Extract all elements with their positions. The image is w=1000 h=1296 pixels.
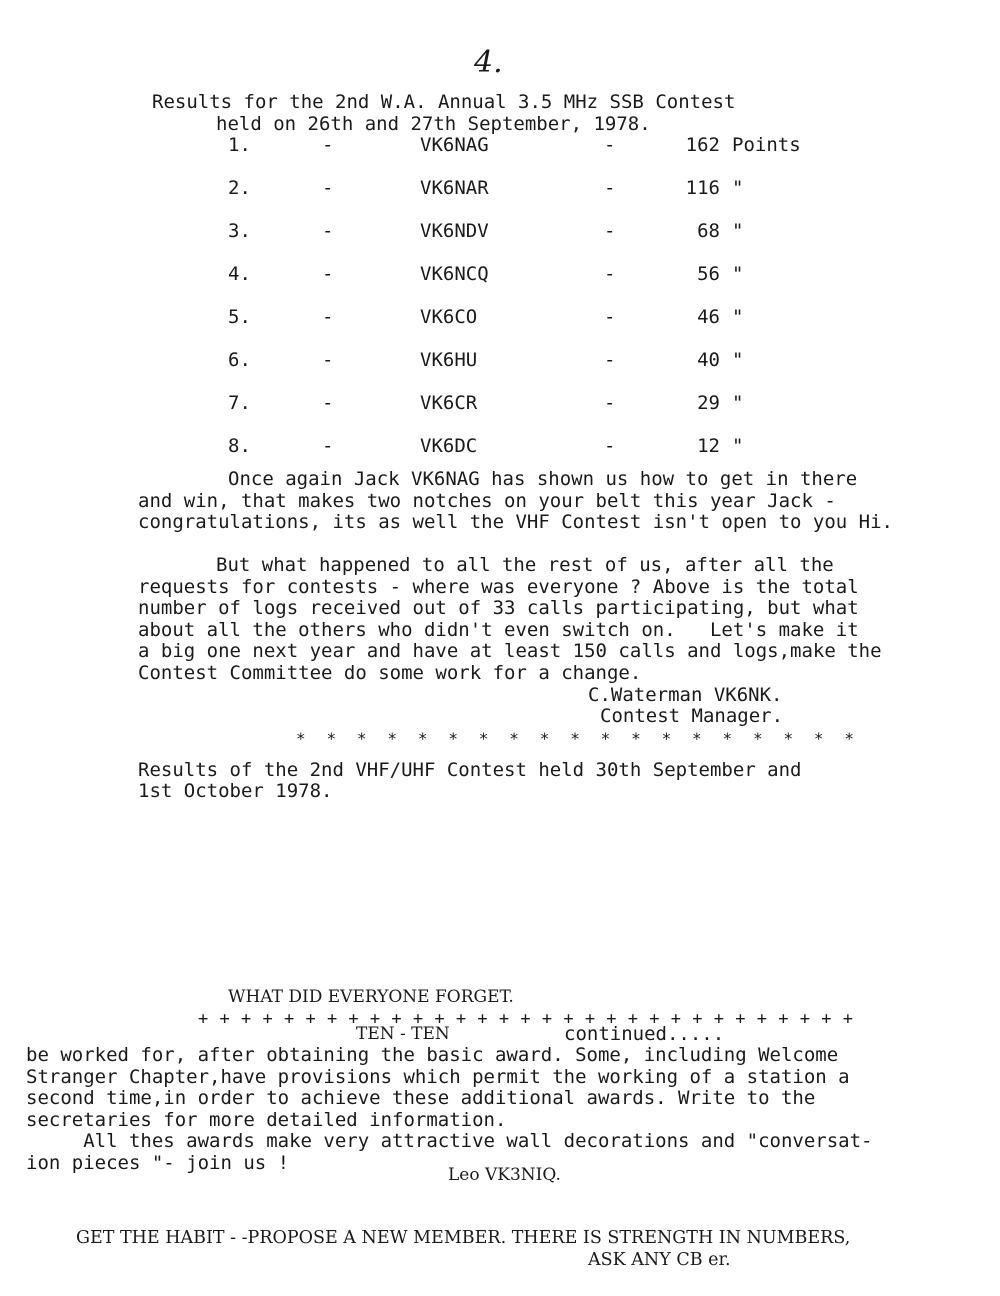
result-points: 56 xyxy=(697,263,720,285)
signature-name: C.Waterman VK6NK. xyxy=(588,684,783,706)
result-unit: Points xyxy=(732,134,801,156)
result-dash: - xyxy=(322,306,334,328)
result-dash: - xyxy=(604,177,616,199)
leo-signature: Leo VK3NIQ. xyxy=(448,1165,561,1185)
result-callsign: VK6DC xyxy=(420,435,478,457)
text-line: congratulations, its as well the VHF Contest isn't open to you Hi. xyxy=(138,511,893,533)
result-unit: " xyxy=(732,306,744,328)
text-line: about all the others who didn't even switch on. Let's make it xyxy=(138,619,859,641)
result-unit: " xyxy=(732,435,744,457)
vhf-results-line2: 1st October 1978. xyxy=(138,780,333,802)
result-row xyxy=(0,350,1000,372)
result-points: 29 xyxy=(697,392,720,414)
result-row xyxy=(0,307,1000,329)
result-row xyxy=(0,264,1000,286)
result-unit: " xyxy=(732,392,744,414)
signature-title: Contest Manager. xyxy=(600,705,784,727)
result-dash: - xyxy=(604,435,616,457)
result-dash: - xyxy=(322,392,334,414)
result-dash: - xyxy=(604,392,616,414)
result-row xyxy=(0,135,1000,157)
result-points: 46 xyxy=(697,306,720,328)
vhf-results-line1: Results of the 2nd VHF/UHF Contest held 30th September and xyxy=(138,759,802,781)
result-row xyxy=(0,393,1000,415)
result-points: 68 xyxy=(697,220,720,242)
result-callsign: VK6NDV xyxy=(420,220,489,242)
result-callsign: VK6NAG xyxy=(420,134,489,156)
plus-divider: + + + + + + + + + + + + + + + + + + + + + + + + + + + + + + + xyxy=(198,1009,854,1029)
result-position: 1. xyxy=(228,134,251,156)
result-dash: - xyxy=(322,435,334,457)
tenten-title: TEN - TEN xyxy=(356,1024,450,1044)
result-position: 7. xyxy=(228,392,251,414)
result-callsign: VK6HU xyxy=(420,349,478,371)
text-line: be worked for, after obtaining the basic award. Some, including Welcome xyxy=(26,1044,839,1066)
result-unit: " xyxy=(732,349,744,371)
result-unit: " xyxy=(732,263,744,285)
text-line: number of logs received out of 33 calls participating, but what xyxy=(138,597,859,619)
result-dash: - xyxy=(604,220,616,242)
result-position: 6. xyxy=(228,349,251,371)
star-divider: * * * * * * * * * * * * * * * * * * * xyxy=(296,729,860,748)
text-line: All thes awards make very attractive wall decorations and "conversat- xyxy=(26,1130,873,1152)
text-line: and win, that makes two notches on your belt this year Jack - xyxy=(138,490,836,512)
footer-line1: GET THE HABIT - -PROPOSE A NEW MEMBER. THERE IS STRENGTH IN NUMBERS, xyxy=(76,1228,851,1248)
result-dash: - xyxy=(322,134,334,156)
result-points: 116 xyxy=(685,177,720,199)
result-dash: - xyxy=(322,177,334,199)
result-dash: - xyxy=(322,220,334,242)
result-row xyxy=(0,178,1000,200)
result-callsign: VK6CO xyxy=(420,306,478,328)
result-dash: - xyxy=(322,349,334,371)
text-line: second time,in order to achieve these additional awards. Write to the xyxy=(26,1087,816,1109)
ssb-title-line2: held on 26th and 27th September, 1978. xyxy=(216,113,651,135)
text-line: Contest Committee do some work for a change. xyxy=(138,662,642,684)
result-callsign: VK6CR xyxy=(420,392,478,414)
result-callsign: VK6NCQ xyxy=(420,263,489,285)
result-position: 5. xyxy=(228,306,251,328)
result-unit: " xyxy=(732,220,744,242)
result-dash: - xyxy=(322,263,334,285)
text-line: Once again Jack VK6NAG has shown us how to get in there xyxy=(228,468,858,490)
result-dash: - xyxy=(604,349,616,371)
forget-heading: WHAT DID EVERYONE FORGET. xyxy=(228,987,514,1007)
result-row xyxy=(0,436,1000,458)
result-dash: - xyxy=(604,134,616,156)
result-dash: - xyxy=(604,263,616,285)
tenten-continued: continued..... xyxy=(564,1023,725,1045)
text-line: secretaries for more detailed information. xyxy=(26,1109,507,1131)
result-position: 2. xyxy=(228,177,251,199)
text-line: requests for contests - where was everyone ? Above is the total xyxy=(138,576,859,598)
text-line: Stranger Chapter,have provisions which permit the working of a station a xyxy=(26,1066,850,1088)
result-points: 40 xyxy=(697,349,720,371)
text-line: a big one next year and have at least 150 calls and logs,make the xyxy=(138,640,882,662)
result-position: 4. xyxy=(228,263,251,285)
result-callsign: VK6NAR xyxy=(420,177,489,199)
result-row xyxy=(0,221,1000,243)
result-points: 12 xyxy=(697,435,720,457)
footer-line2: ASK ANY CB er. xyxy=(588,1250,731,1270)
result-unit: " xyxy=(732,177,744,199)
result-position: 3. xyxy=(228,220,251,242)
result-position: 8. xyxy=(228,435,251,457)
ssb-title-line1: Results for the 2nd W.A. Annual 3.5 MHz SSB Contest xyxy=(152,91,736,113)
result-dash: - xyxy=(604,306,616,328)
page-number: 4. xyxy=(474,45,503,80)
text-line: But what happened to all the rest of us, after all the xyxy=(216,554,834,576)
result-points: 162 xyxy=(685,134,720,156)
text-line: ion pieces "- join us ! xyxy=(26,1152,290,1174)
